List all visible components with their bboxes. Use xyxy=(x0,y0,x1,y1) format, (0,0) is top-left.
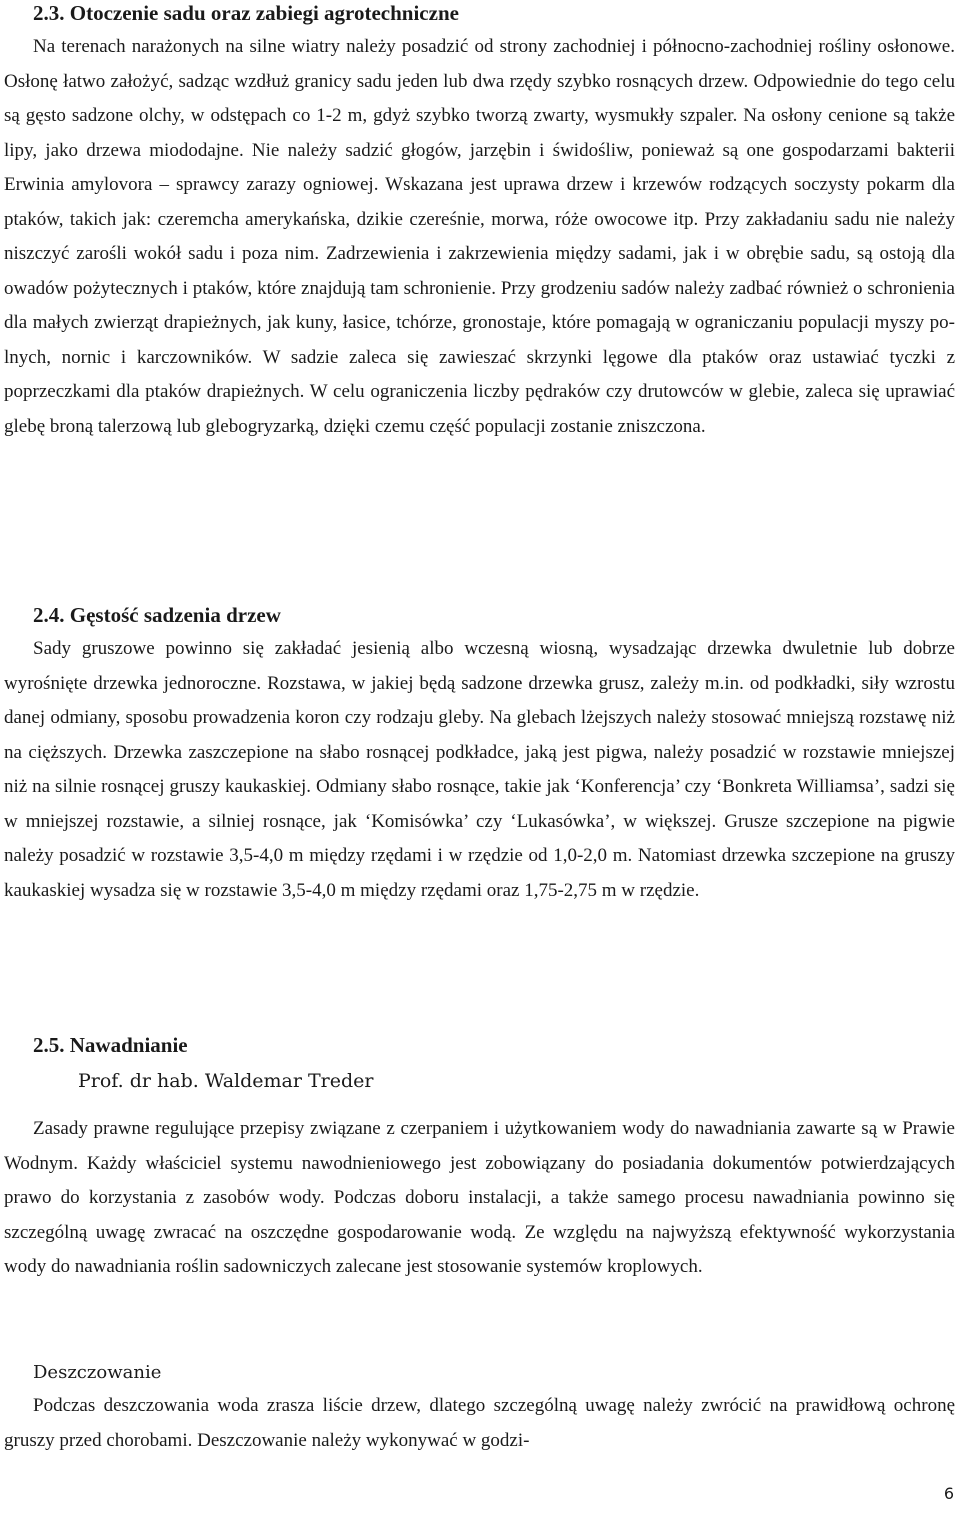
section-paragraph-2-3: Na terenach narażonych na silne wiatry należy posadzić od strony zachodniej i północno-zachodniej rośliny osłonowe. Osłonę łatwo założyć, sadząc wzdłuż granicy sadu jeden lub dwa rzędy szybko rosnących drzew. Odpowiednie do tego celu są gęsto sadzone olchy, w odstępach co 1-2 m, gdyż szybko tworzą zwarty, wysmukły szpaler. Na osłony cenione są także lipy, jako drzewa miododajne. Nie należy sadzić głogów, jarzębin i świdośliw, ponieważ są one gospodarzami bakterii Erwinia amylovora – sprawcy zarazy ogniowej. Wskazana jest uprawa drzew i krzewów rodzących soczysty pokarm dla ptaków, takich jak: czeremcha amerykańska, dzikie czereśnie, morwa, róże owocowe itp. Przy zakładaniu sadu nie należy niszczyć zarośli wokół sadu i poza nim. Zadrzewienia i zakrzewienia między sadami, jak i w obrębie sadu, są ostoją dla owadów pożytecznych i ptaków, które znajdują tam schronienie. Przy grodzeniu sadów należy zadbać również o schronienia dla małych zwierząt drapieżnych, jak kuny, łasice, tchórze, gronostaje, które pomagają w ograniczaniu populacji myszy polnych, nornic i karczowników. W sadzie zaleca się zawieszać skrzynki lęgowe dla ptaków oraz ustawiać tyczki z poprzeczkami dla ptaków drapieżnych. W celu ograniczenia liczby pędraków czy drutowców w glebie, zaleca się uprawiać glebę broną talerzową lub glebogryzarką, dzięki czemu część populacji zostanie zniszczona. xyxy=(4,36,955,437)
subsection-heading-deszczowanie: Deszczowanie xyxy=(33,1362,162,1383)
section-heading-2-5: 2.5. Nawadnianie xyxy=(33,1033,188,1057)
section-author: Prof. dr hab. Waldemar Treder xyxy=(78,1070,374,1092)
section-paragraph-2-4: Sady gruszowe powinno się zakładać jesienią albo wczesną wiosną, wysadzając drzewka dwuletnie lub dobrze wyrośnięte drzewka jednoroczne. Rozstawa, w jakiej będą sadzone drzewka grusz, zależy m.in. od podkładki, siły wzrostu danej odmiany, sposobu prowadzenia koron czy rodzaju gleby. Na glebach lżejszych należy stosować mniejszą rozstawę niż na cięższych. Drzewka zaszczepione na słabo rosnącej podkładce, jaką jest pigwa, należy posadzić w rozstawie mniejszej niż na silnie rosnącej gruszy kaukaskiej. Odmiany słabo rosnące, takie jak ‘Konferencja’ czy ‘Bonkreta Williamsa’, sadzi się w mniejszej rozstawie, a silniej rosnące, jak ‘Komisówka’ czy ‘Lukasówka’, w większej. Grusze szczepione na pigwie należy posadzić w rozstawie 3,5-4,0 m między rzędami i w rzędzie od 1,0-2,0 m. Natomiast drzewka szczepione na gruszy kaukaskiej wysadza się w rozstawie 3,5-4,0 m między rzędami oraz 1,75-2,75 m w rzędzie. xyxy=(4,638,955,901)
subsection-paragraph-deszczowanie: Podczas deszczowania woda zrasza liście drzew, dlatego szczególną uwagę należy zwrócić na prawidłową ochronę gruszy przed chorobami. Deszczowanie należy wykonywać w godzi- xyxy=(4,1395,955,1451)
page-number: 6 xyxy=(943,1484,954,1503)
section-heading-2-3: 2.3. Otoczenie sadu oraz zabiegi agrotechniczne xyxy=(33,1,459,25)
section-heading-2-4: 2.4. Gęstość sadzenia drzew xyxy=(33,603,281,627)
section-paragraph-2-5: Zasady prawne regulujące przepisy związane z czerpaniem i użytkowaniem wody do nawadniania zawarte są w Prawie Wodnym. Każdy właściciel systemu nawodnieniowego jest zobowiązany do posiadania dokumentów potwierdzających prawo do korzystania z zasobów wody. Podczas doboru instalacji, a także samego procesu nawadniania powinno się szczególną uwagę zwracać na oszczędne gospodarowanie wodą. Ze względu na najwyższą efektywność wykorzystania wody do nawadniania roślin sadowniczych zalecane jest stosowanie systemów kroplowych. xyxy=(4,1118,955,1277)
